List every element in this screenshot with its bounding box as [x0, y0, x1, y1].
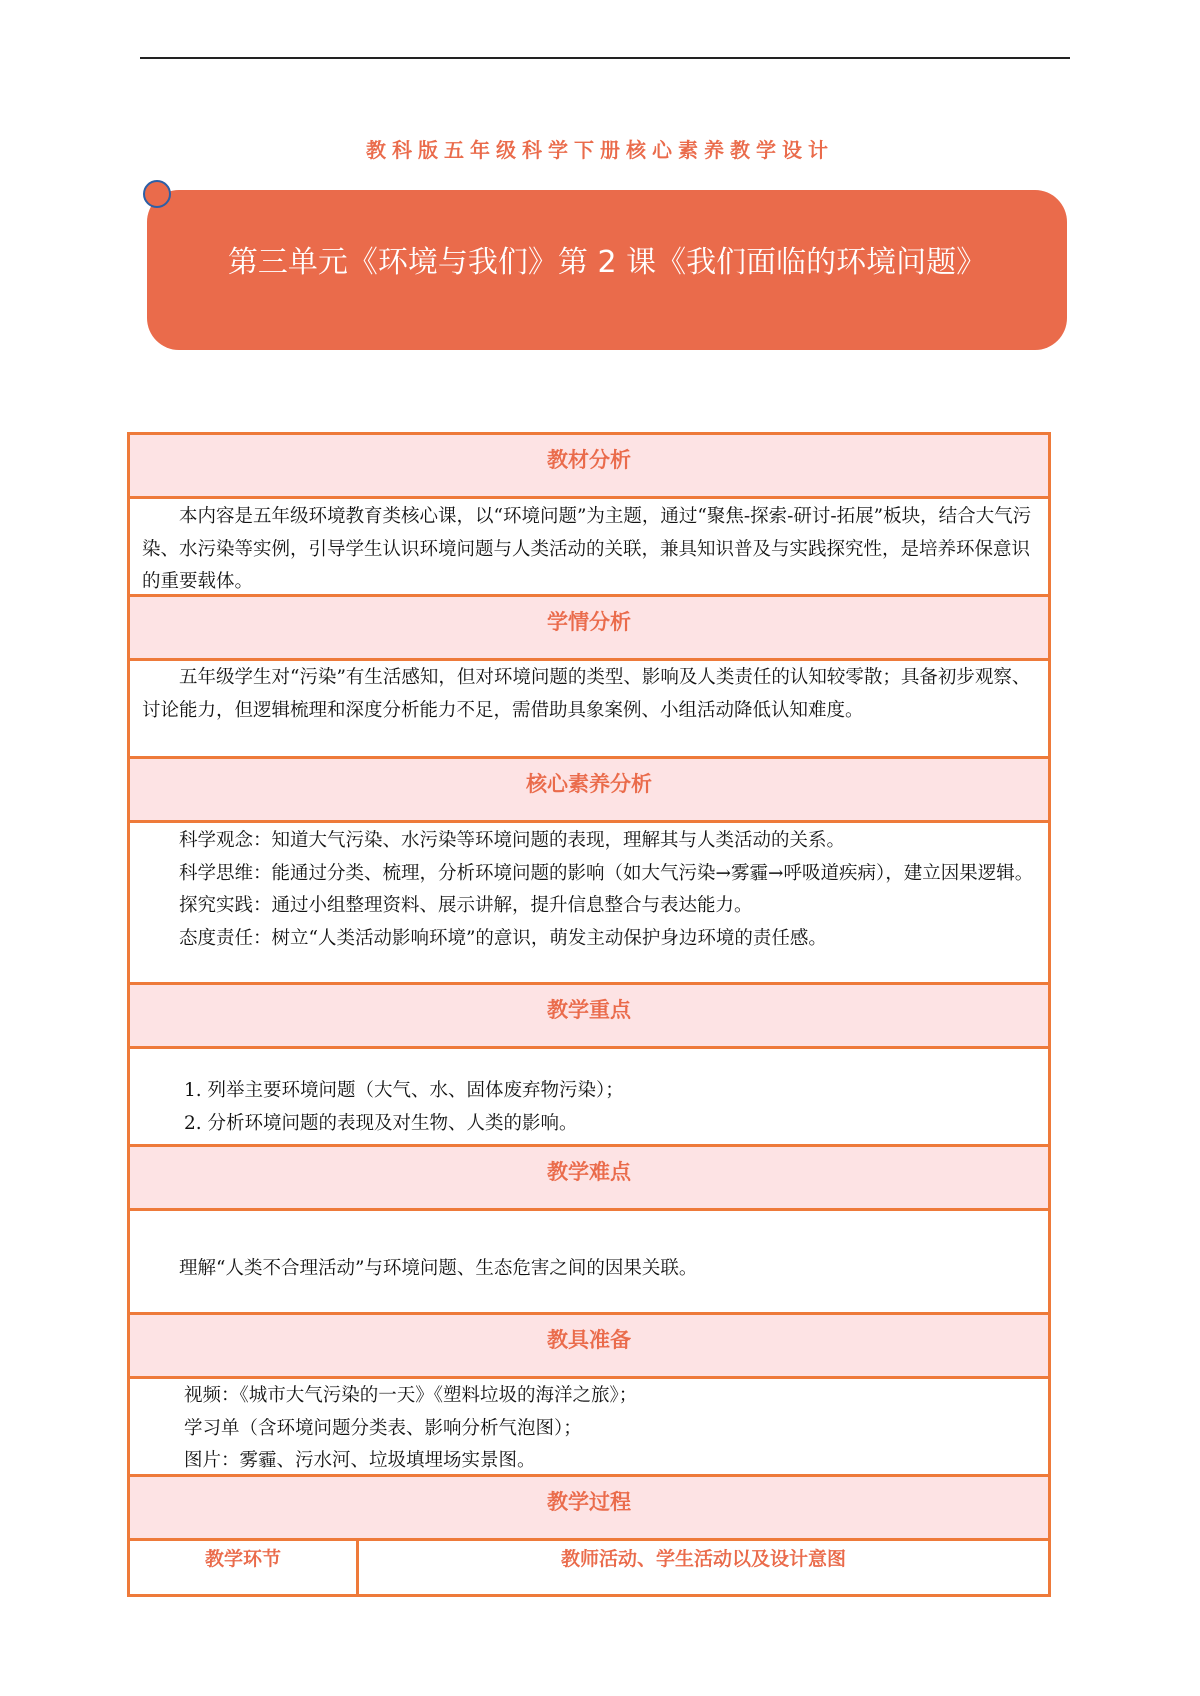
lesson-title: 第三单元《环境与我们》第 2 课《我们面临的环境问题》 [227, 245, 987, 280]
column-header-stage: 教学环节 [130, 1541, 359, 1594]
section-heading-core: 核心素养分析 [130, 759, 1048, 823]
section-heading-prep: 教具准备 [130, 1315, 1048, 1379]
section-heading-student: 学情分析 [130, 597, 1048, 661]
list-item: 1. 列举主要环境问题（大气、水、固体废弃物污染）； [184, 1080, 624, 1101]
paragraph: 探究实践：通过小组整理资料、展示讲解，提升信息整合与表达能力。 [179, 895, 753, 916]
paragraph: 科学观念：知道大气污染、水污染等环境问题的表现，理解其与人类活动的关系。 [179, 830, 846, 851]
section-heading-focus: 教学重点 [130, 985, 1048, 1049]
section-heading-textbook: 教材分析 [130, 435, 1048, 499]
section-body-focus [130, 1049, 1048, 1147]
lesson-plan-table [127, 432, 1051, 1597]
paragraph: 科学思维：能通过分类、梳理，分析环境问题的影响（如大气污染→雾霾→呼吸道疾病），建立因果逻辑。 [179, 862, 1034, 884]
document-subtitle: 教科版五年级科学下册核心素养教学设计 [366, 138, 834, 162]
paragraph: 五年级学生对“污染”有生活感知，但对环境问题的类型、影响及人类责任的认知较零散；具备初步观察、讨论能力，但逻辑梳理和深度分析能力不足，需借助具象案例、小组活动降低认知难度。 [142, 667, 1031, 721]
list-item: 视频：《城市大气污染的一天》《塑料垃圾的海洋之旅》； [184, 1385, 638, 1406]
section-heading-process: 教学过程 [130, 1477, 1048, 1541]
section-body-student [130, 661, 1048, 759]
banner-dot-icon [143, 180, 171, 208]
paragraph: 理解“人类不合理活动”与环境问题、生态危害之间的因果关联。 [179, 1258, 698, 1279]
section-body-difficulty [130, 1211, 1048, 1315]
paragraph: 态度责任：树立“人类活动影响环境”的意识，萌发主动保护身边环境的责任感。 [179, 927, 827, 949]
list-item: 图片：雾霾、污水河、垃圾填埋场实景图。 [184, 1450, 536, 1471]
section-heading-difficulty: 教学难点 [130, 1147, 1048, 1211]
paragraph: 本内容是五年级环境教育类核心课，以“环境问题”为主题，通过“聚焦-探索-研讨-拓展”板块，结合大气污染、水污染等实例，引导学生认识环境问题与人类活动的关联，兼具知识普及与实践探究性，是培养环保意识的重要载体。 [142, 506, 1032, 592]
list-item: 2. 分析环境问题的表现及对生物、人类的影响。 [184, 1112, 578, 1134]
title-banner [147, 190, 1067, 350]
section-body-core [130, 823, 1048, 985]
column-header-activities: 教师活动、学生活动以及设计意图 [560, 1548, 846, 1570]
process-column-headers [130, 1541, 1048, 1594]
section-body-textbook [130, 499, 1048, 597]
section-body-prep [130, 1379, 1048, 1477]
list-item: 学习单（含环境问题分类表、影响分析气泡图）； [184, 1417, 582, 1439]
top-rule [140, 57, 1070, 59]
